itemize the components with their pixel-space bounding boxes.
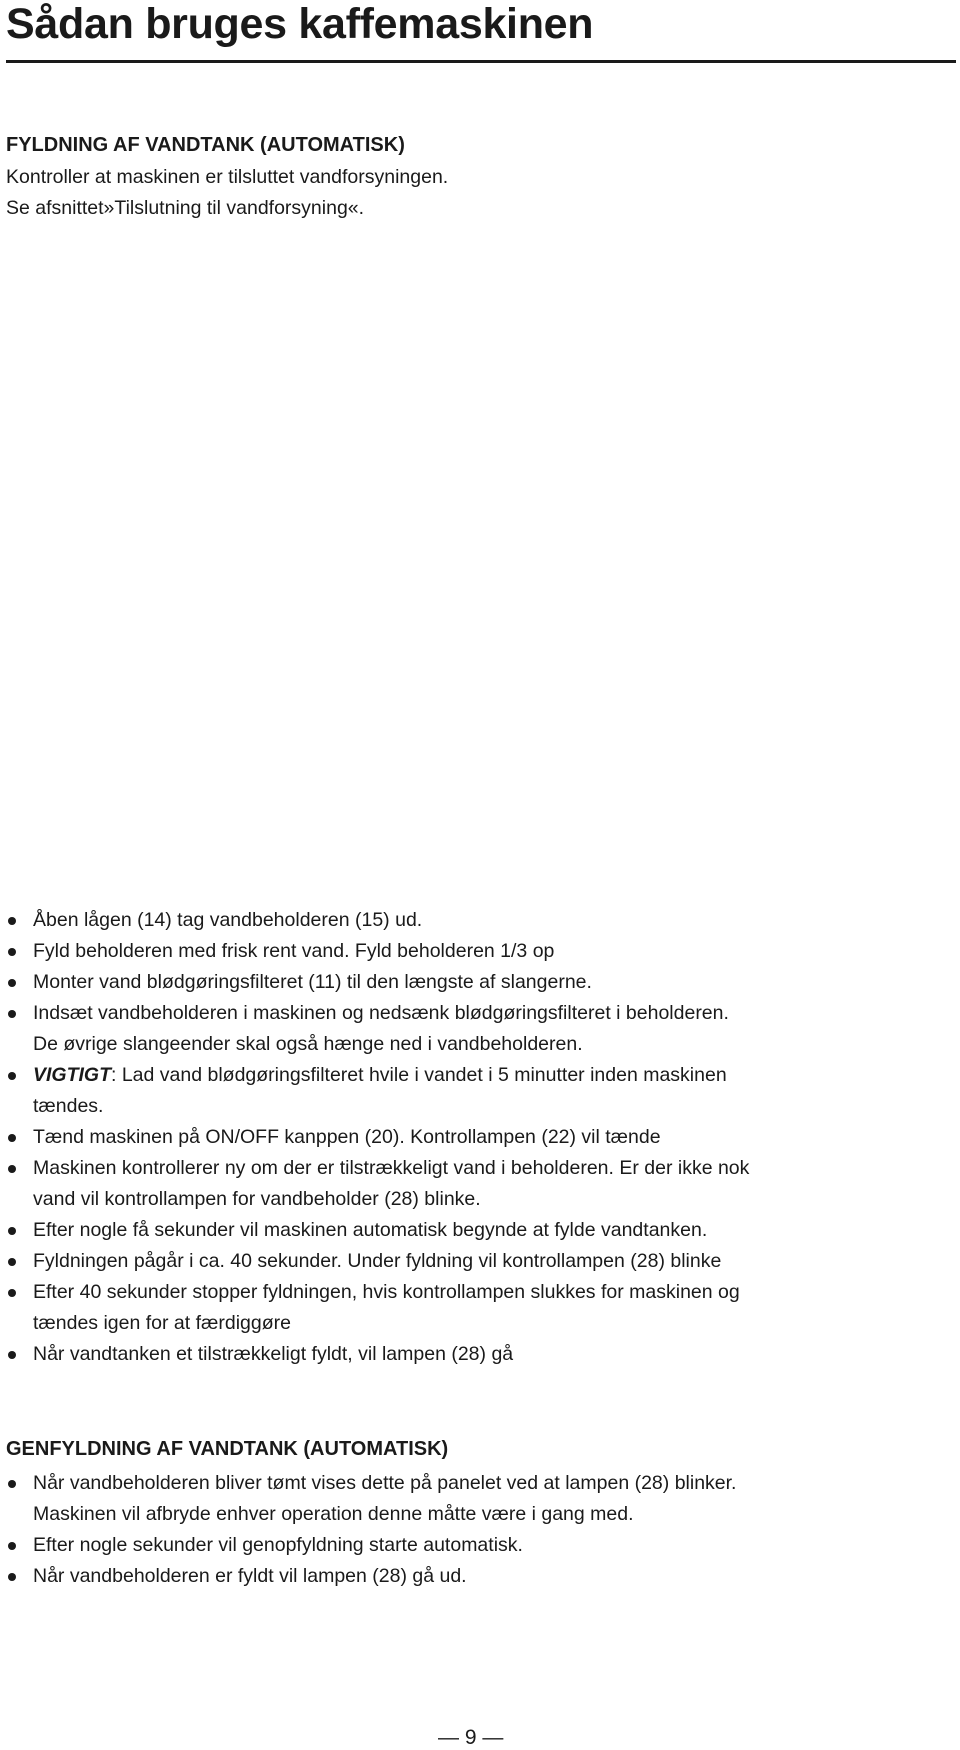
bullet-icon: [8, 948, 16, 956]
bullet-icon: [8, 1542, 16, 1550]
list-item-text: Efter 40 sekunder stopper fyldningen, hvis kontrollampen slukkes for maskinen og: [33, 1281, 740, 1303]
intro-line: Se afsnittet»Tilslutning til vandforsyning«.: [6, 197, 365, 219]
bullet-icon: [8, 1165, 16, 1173]
section-heading-fyldning: FYLDNING AF VANDTANK (AUTOMATISK): [6, 134, 405, 156]
list-item-text: Når vandbeholderen er fyldt vil lampen (28) gå ud.: [33, 1565, 467, 1587]
bullet-icon: [8, 1072, 16, 1080]
list-item: [6, 998, 936, 1029]
list-item: [6, 1468, 936, 1499]
list-item-text: : Lad vand blødgøringsfilteret hvile i vandet i 5 minutter inden maskinen: [111, 1064, 727, 1086]
bullet-icon: [8, 1480, 16, 1488]
important-label: VIGTIGT: [33, 1064, 111, 1086]
intro-line: Kontroller at maskinen er tilsluttet vandforsyningen.: [6, 166, 449, 188]
list-item-text: Når vandtanken et tilstrækkeligt fyldt, vil lampen (28) gå: [33, 1343, 514, 1365]
list-item: [6, 1246, 936, 1277]
bullet-icon: [8, 979, 16, 987]
list-item-text: Når vandbeholderen bliver tømt vises dette på panelet ved at lampen (28) blinker.: [33, 1472, 737, 1494]
list-item-continuation: [6, 1499, 936, 1530]
list-item: [6, 1122, 936, 1153]
list-item: [6, 1215, 936, 1246]
list-item: [6, 1339, 936, 1370]
list-item: [6, 1530, 936, 1561]
bullet-icon: [8, 1227, 16, 1235]
list-item: [6, 967, 936, 998]
page-number: — 9 —: [438, 1726, 504, 1749]
list-item-text: Monter vand blødgøringsfilteret (11) til den længste af slangerne.: [33, 971, 592, 993]
list-item-text: tændes.: [33, 1095, 104, 1117]
bullet-icon: [8, 1010, 16, 1018]
section-heading-genfyldning: GENFYLDNING AF VANDTANK (AUTOMATISK): [6, 1438, 449, 1460]
list-item-text: Maskinen kontrollerer ny om der er tilstrækkeligt vand i beholderen. Er der ikke nok: [33, 1157, 750, 1179]
list-item-text: Fyld beholderen med frisk rent vand. Fyld beholderen 1/3 op: [33, 940, 555, 962]
list-item-continuation: [6, 1184, 936, 1215]
list-item-text: vand vil kontrollampen for vandbeholder (28) blinke.: [33, 1188, 481, 1210]
list-item-text: Maskinen vil afbryde enhver operation denne måtte være i gang med.: [33, 1503, 634, 1525]
list-item-text: Tænd maskinen på ON/OFF kanppen (20). Kontrollampen (22) vil tænde: [33, 1126, 661, 1148]
fyldning-steps-list: [6, 905, 936, 1370]
list-item-text: De øvrige slangeender skal også hænge ned i vandbeholderen.: [33, 1033, 583, 1055]
bullet-icon: [8, 1258, 16, 1266]
title-rule: [6, 60, 956, 63]
page-title: Sådan bruges kaffemaskinen: [6, 0, 594, 48]
list-item-text: tændes igen for at færdiggøre: [33, 1312, 291, 1334]
list-item-continuation: [6, 1308, 936, 1339]
list-item: [6, 1060, 936, 1091]
list-item: [6, 936, 936, 967]
list-item: [6, 1561, 936, 1592]
list-item: [6, 905, 936, 936]
bullet-icon: [8, 1351, 16, 1359]
bullet-icon: [8, 1573, 16, 1581]
list-item-text: Fyldningen pågår i ca. 40 sekunder. Under fyldning vil kontrollampen (28) blinke: [33, 1250, 722, 1272]
list-item-text: Efter nogle få sekunder vil maskinen automatisk begynde at fylde vandtanken.: [33, 1219, 708, 1241]
list-item-text: Åben lågen (14) tag vandbeholderen (15) ud.: [33, 909, 423, 931]
list-item: [6, 1153, 936, 1184]
intro-text: [6, 162, 448, 224]
list-item-text: Indsæt vandbeholderen i maskinen og nedsænk blødgøringsfilteret i beholderen.: [33, 1002, 729, 1024]
bullet-icon: [8, 917, 16, 925]
list-item-continuation: [6, 1029, 936, 1060]
genfyldning-steps-list: [6, 1468, 936, 1592]
list-item-continuation: [6, 1091, 936, 1122]
bullet-icon: [8, 1134, 16, 1142]
bullet-icon: [8, 1289, 16, 1297]
list-item: [6, 1277, 936, 1308]
list-item-text: Efter nogle sekunder vil genopfyldning starte automatisk.: [33, 1534, 523, 1556]
